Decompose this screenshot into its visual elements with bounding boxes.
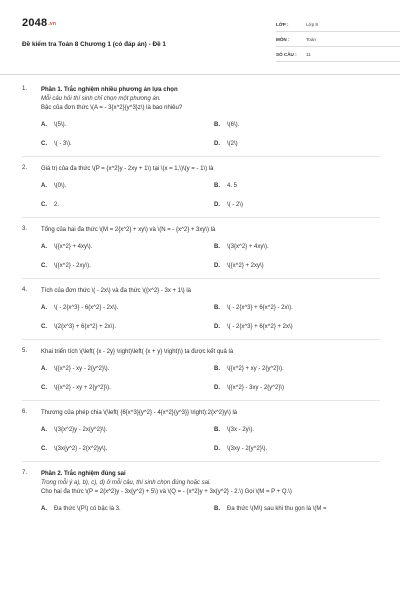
question-divider (22, 217, 380, 218)
answer-choice[interactable] (214, 121, 387, 129)
question-text: Cho hai đa thức \(P = 2{x^2}y - 3x{y^2} + 5\) và \(Q = - {x^2}y + 3x{y^2} - 2.\) Gọi \(M = P + Q.\) (41, 489, 292, 495)
choice-letter: B. (214, 122, 220, 128)
question-divider (22, 156, 380, 157)
answer-choice[interactable] (214, 243, 387, 251)
answer-choice[interactable] (41, 384, 214, 392)
question-body (41, 165, 380, 209)
answer-choice[interactable] (214, 201, 387, 209)
answer-choice[interactable] (214, 323, 387, 331)
answer-choice[interactable] (214, 182, 387, 190)
choice-letter: A. (41, 183, 47, 189)
choice-letter: C. (41, 263, 47, 269)
question-body (41, 226, 380, 270)
question-text: Tích của đơn thức \( - 2x\) và đa thức \({x^2} - 3x + 1\) là (41, 288, 192, 294)
question-body (41, 409, 380, 453)
question-text: Thương của phép chia \(\left( {6{x^3}{y^2} - 4{x^2}{y^3}} \right):2{x^2}y\) là (41, 410, 238, 416)
choice-letter: D. (214, 324, 220, 330)
choice-letter: C. (41, 141, 47, 147)
choice-text: \( - 3\). (54, 141, 72, 147)
answer-choice[interactable] (41, 201, 214, 209)
choice-letter: D. (214, 202, 220, 208)
choice-letter: B. (214, 427, 220, 433)
part-instruction: Trong mỗi ý a), b), c), d) ở mỗi câu, thí sinh chọn đúng hoặc sai. (41, 480, 211, 486)
meta-key: SỐ CÂU : (276, 51, 297, 57)
answer-choice[interactable] (214, 505, 387, 513)
choice-letter: C. (41, 446, 47, 452)
choice-text: \(3x - 2y\). (227, 427, 255, 433)
answer-choice[interactable] (41, 445, 214, 453)
question-number: 7. (22, 470, 28, 476)
choice-letter: B. (214, 305, 220, 311)
answer-choice[interactable] (214, 262, 387, 270)
question-number: 3. (22, 226, 28, 232)
choice-text: \({x^2} - 3xy - 2{y^2}\) (227, 385, 284, 391)
question-divider (22, 339, 380, 340)
choice-text: \(6\). (227, 122, 240, 128)
question-list (22, 86, 380, 513)
choice-text: \({x^2} + xy - 2{y^2}\). (227, 366, 284, 372)
choice-letter: C. (41, 202, 47, 208)
header-divider (0, 74, 400, 75)
question-number: 1. (22, 86, 28, 92)
answer-choice[interactable] (214, 445, 387, 453)
exam-meta (276, 17, 400, 62)
question-5 (22, 348, 380, 392)
meta-value: Toán (306, 36, 316, 42)
answer-choice[interactable] (41, 243, 214, 251)
choice-letter: A. (41, 305, 47, 311)
meta-row-count (276, 47, 400, 62)
choice-letter: D. (214, 446, 220, 452)
choice-text: \(3{x^2} + 4xy\). (227, 244, 269, 250)
answer-choices (41, 243, 380, 270)
question-number: 2. (22, 165, 28, 171)
choice-letter: A. (41, 506, 47, 512)
question-2 (22, 165, 380, 209)
choice-text: \({x^2} - 2xy\). (54, 263, 91, 269)
answer-choice[interactable] (214, 365, 387, 373)
answer-choices (41, 426, 380, 453)
choice-text: \(3{x^2}y - 2x{y^2}\). (54, 427, 108, 433)
choice-letter: D. (214, 141, 220, 147)
answer-choice[interactable] (214, 384, 387, 392)
choice-letter: A. (41, 427, 47, 433)
exam-title: Đề kiểm tra Toán 8 Chương 1 (có đáp án) - Đề 1 (22, 41, 166, 48)
brand-suffix: .vn (48, 21, 57, 27)
question-body (41, 470, 380, 513)
answer-choice[interactable] (214, 426, 387, 434)
meta-row-subject (276, 32, 400, 47)
answer-choices (41, 365, 380, 392)
choice-text: Đa thức \(P\) có bậc là 3. (54, 506, 121, 512)
question-number: 5. (22, 348, 28, 354)
choice-letter: B. (214, 244, 220, 250)
choice-text: \(3x{y^2} - 2{x^2}y\). (54, 446, 108, 452)
meta-key: MÔN : (276, 36, 290, 42)
answer-choices (41, 304, 380, 331)
question-4 (22, 287, 380, 331)
choice-text: \(0\). (54, 183, 67, 189)
choice-text: \({x^2} - xy + 2{y^2}\). (54, 385, 111, 391)
choice-text: \( - 2\) (227, 202, 243, 208)
meta-row-class (276, 17, 400, 32)
choice-text: \( - 2{x^3} - 6{x^2} - 2x\). (54, 305, 119, 311)
question-6 (22, 409, 380, 453)
question-divider (22, 461, 380, 462)
answer-choice[interactable] (41, 365, 214, 373)
answer-choice[interactable] (41, 426, 214, 434)
answer-choice[interactable] (41, 182, 214, 190)
question-1 (22, 86, 380, 148)
choice-letter: B. (214, 183, 220, 189)
choice-text: \(5\). (54, 122, 67, 128)
answer-choice[interactable] (214, 140, 387, 148)
meta-value: Lớp 8 (306, 21, 318, 27)
choice-text: 2. (54, 202, 60, 208)
choice-letter: A. (41, 366, 47, 372)
answer-choices (41, 182, 380, 209)
answer-choice[interactable] (214, 304, 387, 312)
choice-text: 4. 5 (227, 183, 238, 189)
header (22, 14, 378, 66)
question-text: Bậc của đơn thức \(A = - 3{x^2}{y^3}z\) là bao nhiêu? (41, 105, 183, 111)
choice-text: \(3xy - 2{y^2}\). (227, 446, 268, 452)
choice-text: \(2\) (227, 141, 238, 147)
answer-choice[interactable] (41, 304, 214, 312)
question-7 (22, 470, 380, 513)
question-3 (22, 226, 380, 270)
meta-value: 11 (306, 51, 311, 57)
choice-letter: A. (41, 122, 47, 128)
choice-letter: D. (214, 385, 220, 391)
question-divider (22, 278, 380, 279)
part-title: Phần 2. Trắc nghiệm đúng sai (41, 471, 126, 477)
choice-letter: B. (214, 366, 220, 372)
choice-letter: C. (41, 324, 47, 330)
question-text: Giá trị của đa thức \(P = {x^2}y - 2xy + 1\) tại \(x = 1,\)\(y = - 1\) là (41, 166, 214, 172)
answer-choices (41, 505, 380, 513)
part-instruction: Mỗi câu hỏi thí sinh chỉ chọn một phương án. (41, 96, 161, 102)
meta-key: LỚP : (276, 21, 289, 27)
question-body (41, 348, 380, 392)
choice-text: \({x^2} + 2xy\) (227, 263, 264, 269)
question-body (41, 86, 380, 148)
question-divider (22, 400, 380, 401)
choice-text: \( - 2{x^3} + 6{x^2} + 2x\) (227, 324, 293, 330)
choice-letter: D. (214, 263, 220, 269)
answer-choices (41, 121, 380, 148)
choice-text: \({x^2} + 4xy\). (54, 244, 93, 250)
brand-logo[interactable] (22, 17, 56, 29)
answer-choice[interactable] (41, 121, 214, 129)
answer-choice[interactable] (41, 505, 214, 513)
answer-choice[interactable] (41, 323, 214, 331)
choice-text: \(2{x^3} + 6{x^2} + 2x\). (54, 324, 117, 330)
question-number: 4. (22, 287, 28, 293)
question-text: Khai triển tích \(\left( {x - 2y} \right)\left( {x + y} \right)\) ta được kết quả là (41, 349, 234, 355)
choice-letter: B. (214, 506, 220, 512)
answer-choice[interactable] (41, 262, 214, 270)
choice-text: \( - 2{x^3} + 6{x^2} - 2x\). (227, 305, 293, 311)
choice-text: Đa thức \(M\) sau khi thu gọn là \(M = (227, 506, 327, 512)
brand-name: 2048 (22, 17, 48, 29)
question-text: Tổng của hai đa thức \(M = 2{x^2} + xy\) và \(N = - {x^2} + 3xy\) là (41, 227, 216, 233)
choice-text: \({x^2} - xy - 2{y^2}\). (54, 366, 110, 372)
answer-choice[interactable] (41, 140, 214, 148)
part-title: Phần 1. Trắc nghiệm nhiều phương án lựa chọn (41, 87, 178, 93)
choice-letter: C. (41, 385, 47, 391)
question-number: 6. (22, 409, 28, 415)
question-body (41, 287, 380, 331)
choice-letter: A. (41, 244, 47, 250)
